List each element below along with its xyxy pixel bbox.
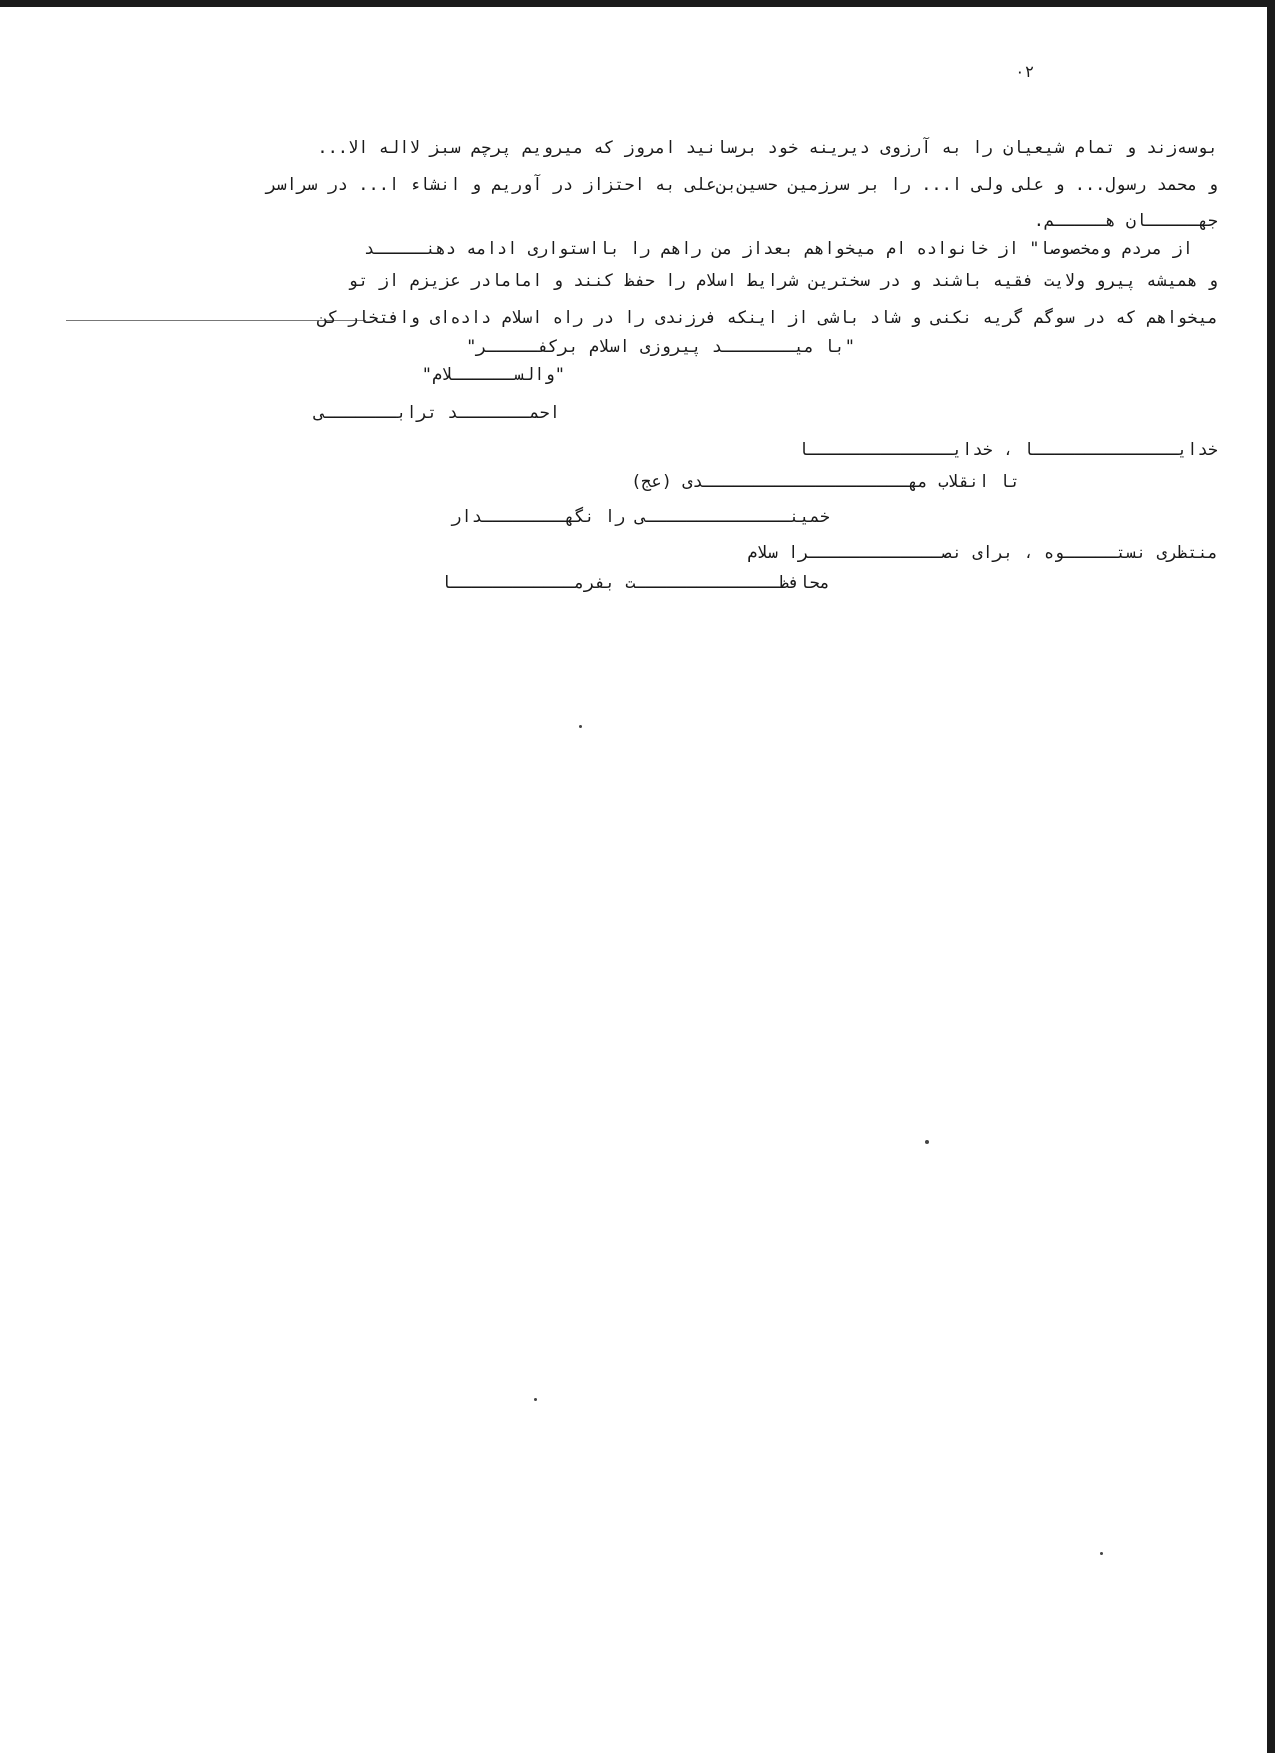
- prayer-line-5: محافظــــــــــــــت بفرمــــــــــــا: [441, 573, 830, 593]
- signature: احمـــــــد ترابـــــــی: [314, 403, 560, 423]
- scan-border-right: [1267, 0, 1275, 1753]
- scan-border-top: [0, 0, 1275, 7]
- prayer-line-3: خمینــــــــــــــی را نگهــــــــدار: [451, 507, 830, 527]
- scan-speck: [534, 1398, 537, 1401]
- salutation: "والســــــلام": [421, 365, 565, 385]
- prayer-line-1: خدایــــــــــــــا ، خدایــــــــــــــا: [798, 440, 1218, 460]
- prayer-line-4: منتظری نستـــــوه ، برای نصـــــــــــــرا سلام: [747, 543, 1218, 563]
- page-mark: ۰۲: [1015, 62, 1035, 81]
- letter-line-2: و محمد رسول... و علی ولی ا... را بر سرزمین حسین‌بن‌علی به احتزاز در آوریم و انشاء ا... در سراسر: [266, 175, 1218, 195]
- letter-line-4: از مردم ومخصوصا" از خانواده ام میخواهم بعداز من راهم را بااستواری ادامه دهنـــــد: [363, 239, 1193, 259]
- letter-line-5: و همیشه پیرو ولایت فقیه باشند و در سخترین شرایط اسلام را حفظ کنند و امامادر عزیزم از تو: [348, 271, 1218, 291]
- letter-line-1: بوسه‌زند و تمام شیعیان را به آرزوی دیرینه خود برسانید امروز که میرویم پرچم سبز لااله الا...: [317, 138, 1218, 158]
- scan-speck: [579, 725, 582, 728]
- letter-line-6: میخواهم که در سوگم گریه نکنی و شاد باشی از اینکه فرزندی را در راه اسلام داده‌ای وافتخار کن: [317, 308, 1218, 328]
- prayer-line-2: تا انقلاب مهــــــــــــــــــــدی (عج): [631, 472, 1020, 492]
- letter-line-3: جهـــــان هـــــم.: [1033, 211, 1218, 231]
- scan-speck: [925, 1140, 929, 1144]
- scan-speck: [1100, 1552, 1103, 1555]
- victory-line: "با میـــــــد پیروزی اسلام برکفـــــر": [466, 337, 855, 357]
